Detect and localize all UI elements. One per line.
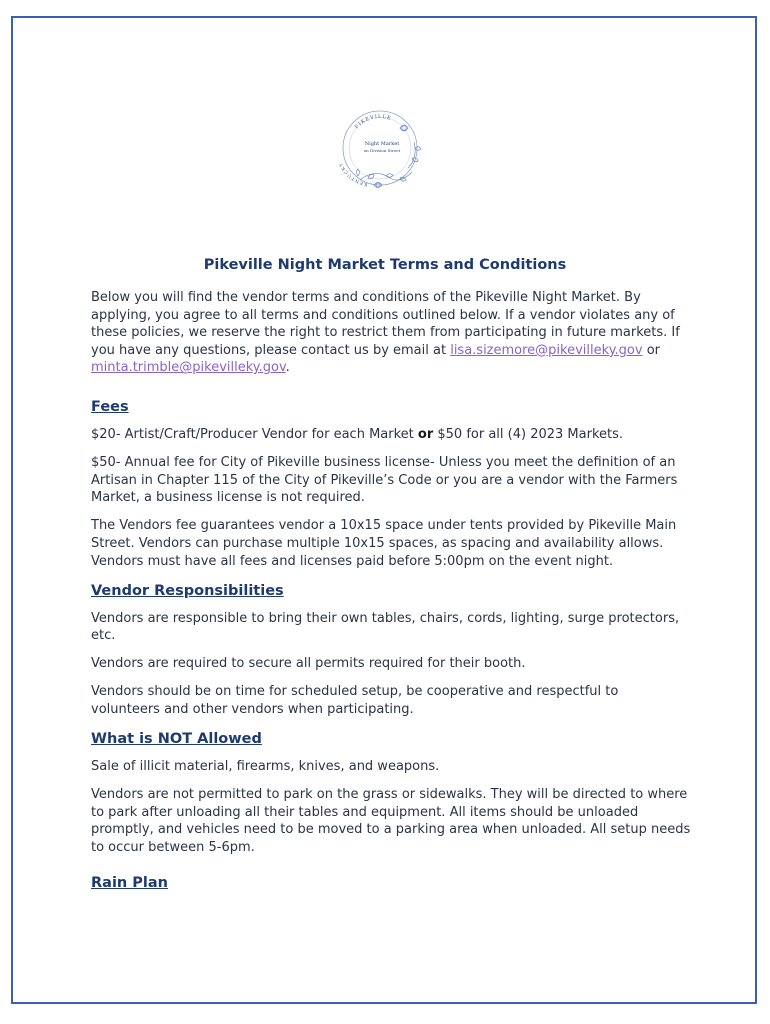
logo-arc-text-left: KENTUCKY — [338, 161, 369, 187]
vendor-responsibilities-paragraph-1: Vendors are responsible to bring their own tables, chairs, cords, lighting, surge protectors, etc. — [91, 610, 680, 644]
fees-paragraph-3: The Vendors fee guarantees vendor a 10x15 space under tents provided by Pikeville Main Street. Vendors can purchase multiple 10x15 spaces, as spacing and availability allows. Vendors must have all fees and licenses paid before 5:00pm on the event night. — [91, 518, 677, 569]
vendor-responsibilities-heading: Vendor Responsibilities — [91, 582, 284, 599]
fees-paragraph-1 — [91, 426, 691, 444]
logo-arc-text-top: PIKEVILLE — [353, 113, 393, 131]
intro-paragraph — [91, 289, 691, 377]
not-allowed-heading: What is NOT Allowed — [91, 731, 262, 748]
svg-text:PIKEVILLE — [354, 114, 392, 130]
document-body — [91, 289, 691, 902]
email-link-lisa[interactable]: lisa.sizemore@pikevilleky.gov — [450, 342, 643, 358]
rain-plan-heading: Rain Plan — [91, 874, 168, 891]
fees-p1-before: $20- Artist/Craft/Producer Vendor for each Market — [91, 426, 418, 442]
logo-line-1: Night Market — [364, 141, 400, 147]
email-link-minta[interactable]: minta.trimble@pikevilleky.gov — [91, 360, 286, 376]
logo-line-2: on Division Street — [363, 148, 401, 153]
vendor-responsibilities-paragraph-2: Vendors are required to secure all permits required for their booth. — [91, 656, 526, 672]
not-allowed-paragraph-1: Sale of illicit material, firearms, knives, and weapons. — [91, 759, 440, 775]
intro-text-mid: or — [642, 342, 661, 358]
vendor-responsibilities-paragraph-3: Vendors should be on time for scheduled setup, be cooperative and respectful to volunteers and other vendors when participating. — [91, 684, 619, 717]
not-allowed-paragraph-2: Vendors are not permitted to park on the grass or sidewalks. They will be directed to where to park after unloading all their tables and equipment. All items should be unloaded promptly, and vehicles need to be moved to a parking area when unloaded. All setup needs to occur between 5-6pm. — [91, 787, 691, 855]
intro-text-after: . — [285, 360, 290, 376]
fees-p1-bold: or — [417, 426, 434, 442]
intro-text-before: Below you will find the vendor terms and conditions of the Pikeville Night Market. By applying, you agree to all terms and conditions outlined below. If a vendor violates any of these policies, we reserve the right to restrict them from participating in future markets. If you have any questions, please contact us by email at — [91, 290, 680, 358]
pikeville-night-market-logo — [330, 98, 430, 198]
page-title: Pikeville Night Market Terms and Conditions — [203, 257, 567, 273]
fees-p1-after: $50 for all (4) 2023 Markets. — [433, 426, 624, 442]
fees-heading: Fees — [91, 398, 129, 415]
fees-paragraph-2: $50- Annual fee for City of Pikeville business license- Unless you meet the definition of an Artisan in Chapter 115 of the City of Pikeville’s Code or you are a vendor with the Farmers Market, a business license is not required. — [91, 455, 678, 506]
floral-decoration-icon — [357, 125, 422, 188]
